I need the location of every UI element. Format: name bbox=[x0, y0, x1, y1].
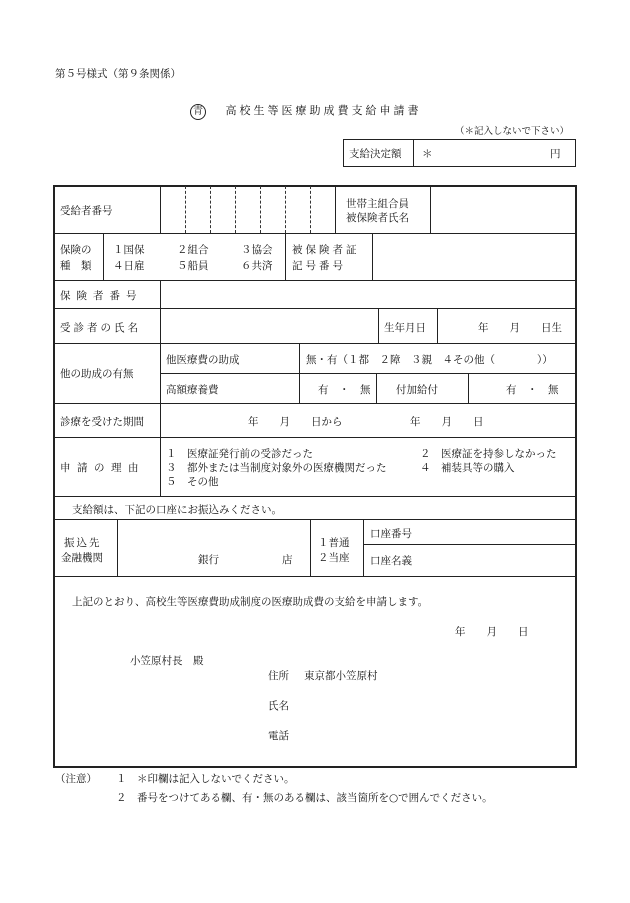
address-label: 住所 bbox=[268, 670, 289, 682]
birth-date-value[interactable]: 年 月 日生 bbox=[478, 322, 562, 334]
note-item-2: ２ 番号をつけてある欄、有・無のある欄は、該当箇所を○で囲んでください。 bbox=[116, 792, 493, 804]
bank-label-2: 金融機関 bbox=[61, 552, 103, 564]
bank-name-suffix: 銀行 bbox=[198, 554, 219, 566]
note-item-1: １ ＊印欄は記入しないでください。 bbox=[116, 773, 295, 785]
address-value[interactable]: 東京都小笠原村 bbox=[304, 670, 378, 682]
treatment-period-to[interactable]: 年 月 日 bbox=[410, 416, 484, 428]
treatment-period-from[interactable]: 年 月 日から bbox=[248, 416, 343, 428]
notes-heading: （注意） bbox=[55, 773, 97, 785]
reason-5[interactable]: ５ その他 bbox=[166, 476, 219, 488]
patient-name-field[interactable] bbox=[162, 310, 376, 342]
high-cost-label: 高額療養費 bbox=[166, 384, 219, 396]
decision-amount-asterisk: ＊ bbox=[422, 148, 433, 160]
other-aid-label: 他の助成の有無 bbox=[60, 368, 134, 380]
phone-label: 電話 bbox=[268, 730, 289, 742]
insurance-option-1[interactable]: １国保 bbox=[113, 244, 145, 256]
insurer-number-label: 保険者番号 bbox=[60, 290, 143, 302]
account-number-label: 口座番号 bbox=[370, 528, 412, 540]
insurer-number-field[interactable] bbox=[162, 282, 574, 307]
additional-benefit-options[interactable]: 有 ・ 無 bbox=[506, 384, 559, 396]
declaration-statement: 上記のとおり、高校生等医療費助成制度の医療助成費の支給を申請します。 bbox=[72, 596, 429, 608]
household-head-label-2: 被保険者氏名 bbox=[346, 212, 409, 224]
household-head-label-1: 世帯主組合員 bbox=[346, 198, 409, 210]
account-name-label: 口座名義 bbox=[370, 555, 412, 567]
birth-date-label: 生年月日 bbox=[384, 322, 426, 334]
patient-name-label: 受診者の氏名 bbox=[60, 322, 141, 334]
treatment-period-label: 診療を受けた期間 bbox=[60, 416, 144, 428]
recipient-number-label: 受給者番号 bbox=[60, 205, 113, 217]
additional-benefit-label: 付加給付 bbox=[396, 384, 438, 396]
account-type-2[interactable]: ２当座 bbox=[318, 552, 350, 564]
insurance-option-5[interactable]: ５船員 bbox=[177, 260, 209, 272]
bank-label-1: 振込先 bbox=[64, 537, 102, 549]
insurance-option-2[interactable]: ２組合 bbox=[177, 244, 209, 256]
account-type-1[interactable]: １普通 bbox=[318, 537, 350, 549]
reason-3[interactable]: ３ 都外または当制度対象外の医療機関だった bbox=[166, 462, 387, 474]
reason-label: 申請の理由 bbox=[60, 462, 145, 474]
bank-notice: 支給額は、下記の口座にお振込みください。 bbox=[72, 504, 282, 516]
decision-amount-unit: 円 bbox=[550, 148, 561, 160]
other-medical-aid-options[interactable]: 無・有（１都 ２障 ３親 ４その他（ ）） bbox=[306, 354, 553, 366]
insurance-type-label-2: 種 類 bbox=[60, 260, 92, 272]
insurance-type-label-1: 保険の bbox=[60, 244, 92, 256]
bank-name-field[interactable] bbox=[119, 521, 308, 575]
circle-mark: 青 bbox=[190, 104, 206, 120]
name-label: 氏名 bbox=[268, 700, 289, 712]
declaration-date[interactable]: 年 月 日 bbox=[455, 626, 529, 638]
insurance-option-4[interactable]: ４日雇 bbox=[113, 260, 145, 272]
top-note: （＊記入しないで下さい） bbox=[455, 126, 570, 137]
form-title bbox=[190, 102, 422, 120]
household-head-name-field[interactable] bbox=[432, 187, 574, 232]
branch-name-suffix: 店 bbox=[282, 554, 293, 566]
reason-2[interactable]: ２ 医療証を持参しなかった bbox=[420, 448, 557, 460]
other-medical-aid-label: 他医療費の助成 bbox=[166, 354, 240, 366]
insured-cert-label-2: 記号番号 bbox=[292, 260, 346, 272]
reason-4[interactable]: ４ 補装具等の購入 bbox=[420, 462, 515, 474]
insured-cert-field[interactable] bbox=[374, 235, 574, 279]
insurance-option-3[interactable]: ３協会 bbox=[241, 244, 273, 256]
high-cost-options[interactable]: 有 ・ 無 bbox=[318, 384, 371, 396]
reason-1[interactable]: １ 医療証発行前の受診だった bbox=[166, 448, 313, 460]
insurance-option-6[interactable]: ６共済 bbox=[241, 260, 273, 272]
addressee: 小笠原村長 殿 bbox=[130, 655, 204, 667]
title-text: 高校生等医療助成費支給申請書 bbox=[225, 104, 422, 117]
recipient-number-cells[interactable] bbox=[161, 187, 334, 232]
decision-amount-label: 支給決定額 bbox=[349, 148, 402, 160]
form-number: 第５号様式（第９条関係） bbox=[55, 68, 181, 80]
insured-cert-label-1: 被保険者証 bbox=[292, 244, 360, 256]
